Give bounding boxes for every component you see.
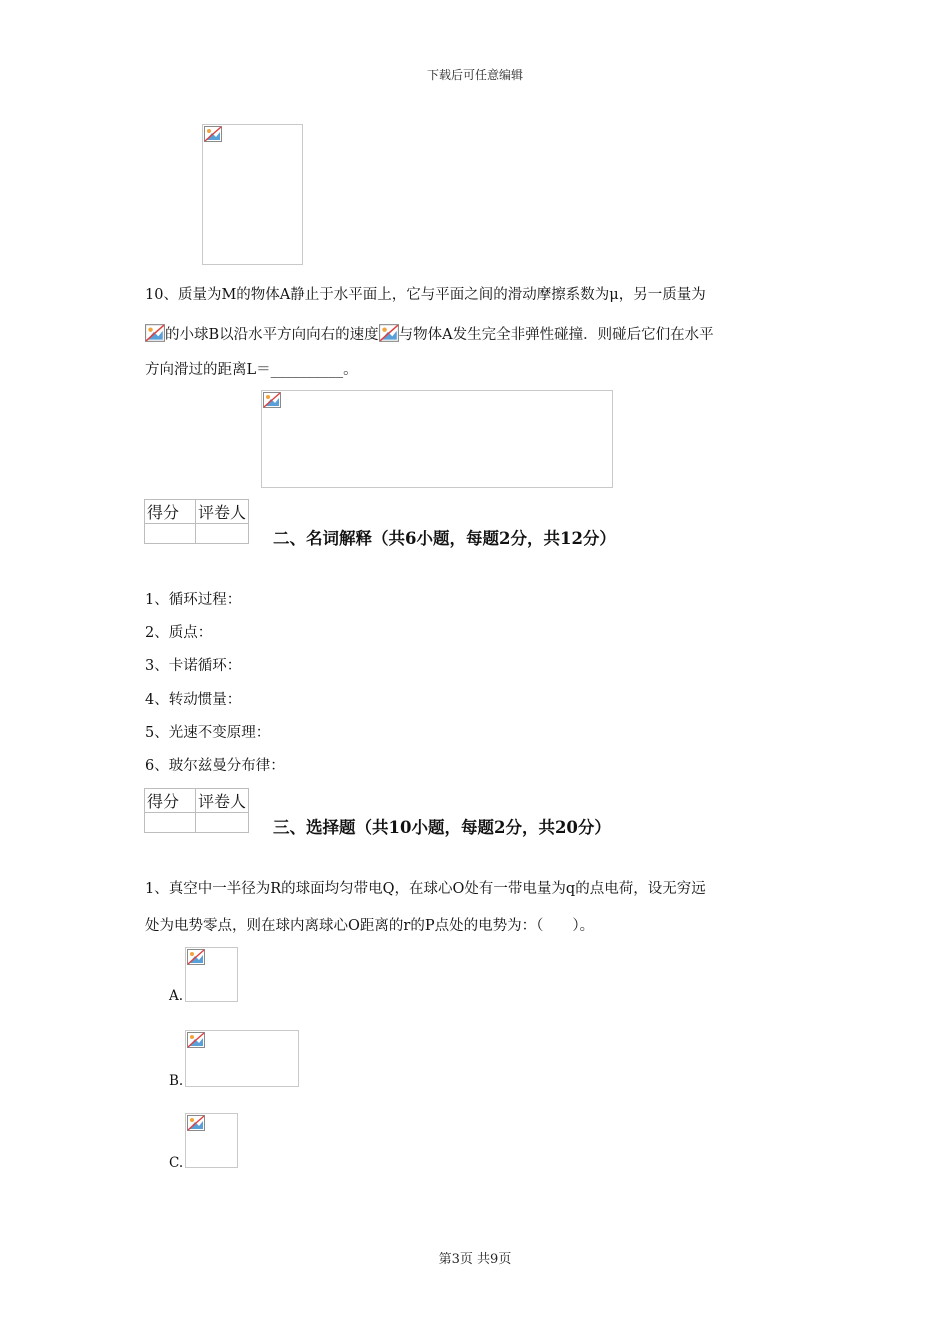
option-a-label[interactable]: A. [169, 988, 184, 1004]
grader-label: 评卷人 [196, 789, 249, 813]
option-a-image [185, 947, 238, 1002]
option-b-image [185, 1030, 299, 1087]
broken-image-icon [263, 392, 281, 408]
score-label: 得分 [145, 789, 196, 813]
option-b-label[interactable]: B. [169, 1073, 184, 1089]
grader-cell[interactable] [196, 524, 249, 544]
broken-image-icon [379, 324, 399, 342]
question-10-line1: 10、质量为M的物体A静止于水平面上，它与平面之间的滑动摩擦系数为μ，另一质量为 [145, 287, 706, 303]
broken-image-icon [187, 949, 205, 965]
question-10-text-b: 与物体A发生完全非弹性碰撞．则碰后它们在水平 [398, 327, 714, 343]
section-2-title: 二、名词解释（共6小题，每题2分，共12分） [273, 529, 616, 548]
grader-label: 评卷人 [196, 500, 249, 524]
section-3-title: 三、选择题（共10小题，每题2分，共20分） [273, 818, 611, 837]
list-item: 5、光速不变原理： [145, 725, 271, 741]
grader-cell[interactable] [196, 813, 249, 833]
score-label: 得分 [145, 500, 196, 524]
score-table [144, 788, 249, 833]
question-1-line2: 处为电势零点，则在球内离球心O距离的r的P点处的电势为：（ ）。 [145, 918, 595, 934]
list-item: 3、卡诺循环： [145, 658, 242, 674]
broken-image-icon [187, 1032, 205, 1048]
broken-image-icon [187, 1115, 205, 1131]
score-cell[interactable] [145, 524, 196, 544]
answer-image [261, 390, 613, 488]
score-cell[interactable] [145, 813, 196, 833]
question-10-line3: 方向滑过的距离L＝__________。 [145, 362, 358, 378]
option-c-image [185, 1113, 238, 1168]
list-item: 4、转动惯量： [145, 692, 242, 708]
question-1-line1: 1、真空中一半径为R的球面均匀带电Q，在球心O处有一带电量为q的点电荷，设无穷远 [145, 881, 706, 897]
broken-image-icon [145, 324, 165, 342]
list-item: 2、质点： [145, 625, 213, 641]
figure-image [202, 124, 303, 265]
list-item: 1、循环过程： [145, 592, 242, 608]
page-header: 下载后可任意编辑 [426, 68, 523, 82]
question-10-text-a: 的小球B以沿水平方向向右的速度 [165, 327, 379, 343]
question-10-line2 [145, 324, 714, 345]
broken-image-icon [204, 126, 222, 142]
page-footer: 第3页 共9页 [438, 1252, 512, 1267]
list-item: 6、玻尔兹曼分布律： [145, 758, 285, 774]
option-c-label[interactable]: C. [169, 1155, 184, 1171]
score-table [144, 499, 249, 544]
